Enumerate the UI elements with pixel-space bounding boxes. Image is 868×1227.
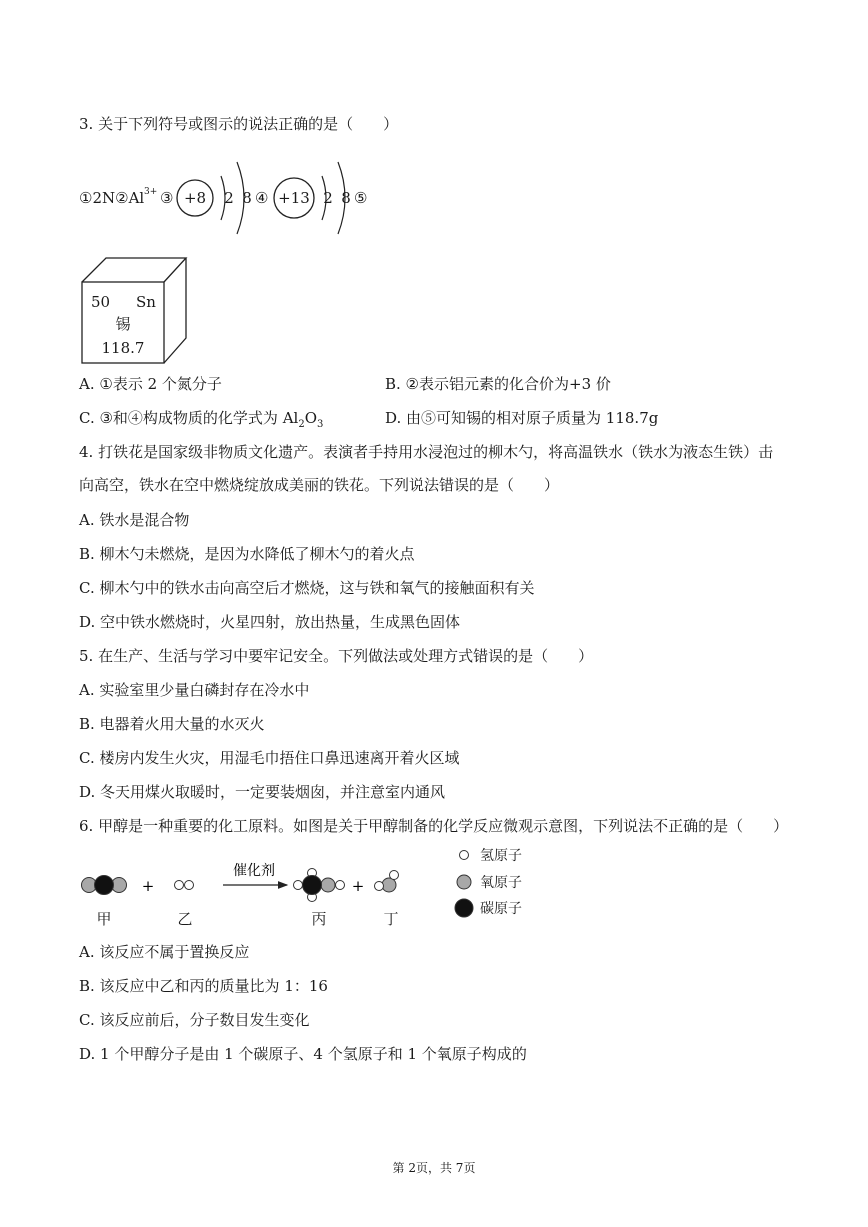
q3-option-c-sub2: 3 bbox=[317, 419, 324, 430]
element-name: 锡 bbox=[115, 315, 131, 333]
element-symbol: Sn bbox=[136, 293, 156, 311]
molecule-yi-h2 bbox=[175, 881, 194, 890]
q4-stem-line1: 4. 打铁花是国家级非物质文化遗产。表演者手持用水浸泡过的柳木勺，将高温铁水（铁水为液态生铁）击 bbox=[79, 443, 774, 461]
q3-atom4-shell2: 8 bbox=[341, 189, 351, 207]
q3-item5-marker: ⑤ bbox=[354, 189, 368, 207]
q5-stem: 5. 在生产、生活与学习中要牢记安全。下列做法或处理方式错误的是（ ） bbox=[79, 647, 594, 665]
ding-hydrogen-top bbox=[390, 871, 399, 880]
q6-option-b: B. 该反应中乙和丙的质量比为 1：16 bbox=[79, 977, 328, 995]
q4-option-d: D. 空中铁水燃烧时，火星四射，放出热量，生成黑色固体 bbox=[79, 613, 461, 631]
element-card-top bbox=[82, 258, 186, 282]
q6-option-d: D. 1 个甲醇分子是由 1 个碳原子、4 个氢原子和 1 个氧原子构成的 bbox=[79, 1045, 527, 1063]
q3-option-c-sub1: 2 bbox=[298, 419, 305, 430]
molecule-ding-water bbox=[375, 871, 399, 893]
legend-hydrogen-label: 氢原子 bbox=[480, 848, 522, 864]
label-jia: 甲 bbox=[96, 910, 112, 928]
q4-option-c: C. 柳木勺中的铁水击向高空后才燃烧，这与铁和氧气的接触面积有关 bbox=[79, 579, 535, 597]
q3-option-a: A. ①表示 2 个氮分子 bbox=[79, 375, 222, 393]
q5-option-b: B. 电器着火用大量的水灭火 bbox=[79, 715, 265, 733]
q4-option-b: B. 柳木勺未燃烧，是因为水降低了柳木勺的着火点 bbox=[79, 545, 415, 563]
label-yi: 乙 bbox=[177, 910, 193, 928]
q3-option-b: B. ②表示铝元素的化合价为+3 价 bbox=[385, 375, 611, 393]
yi-hydrogen-atom-2 bbox=[185, 881, 194, 890]
q3-item4-marker: ④ bbox=[255, 189, 269, 207]
q5-option-c: C. 楼房内发生火灾，用湿毛巾捂住口鼻迅速离开着火区域 bbox=[79, 749, 460, 767]
q6-option-c: C. 该反应前后，分子数目发生变化 bbox=[79, 1011, 310, 1029]
legend-carbon-label: 碳原子 bbox=[480, 901, 522, 917]
catalyst-label: 催化剂 bbox=[233, 863, 275, 879]
bing-carbon-atom bbox=[303, 876, 322, 895]
q3-item1-2N-Al: ①2N②Al bbox=[79, 189, 145, 207]
q6-option-a: A. 该反应不属于置换反应 bbox=[79, 943, 250, 961]
q3-element-card-tin bbox=[80, 256, 190, 366]
q5-option-a: A. 实验室里少量白磷封存在冷水中 bbox=[79, 681, 310, 699]
yi-hydrogen-atom-1 bbox=[175, 881, 184, 890]
q3-atom3-shell2: 8 bbox=[242, 189, 252, 207]
q3-atom3-charge: +8 bbox=[183, 189, 207, 207]
q3-atom4-shell1: 2 bbox=[323, 189, 333, 207]
q4-stem-line2: 向高空，铁水在空中燃烧绽放成美丽的铁花。下列说法错误的是（ ） bbox=[79, 476, 560, 494]
bing-hydrogen-right bbox=[336, 881, 345, 890]
q3-option-d: D. 由⑤可知锡的相对原子质量为 118.7g bbox=[385, 409, 659, 427]
q3-option-c-o: O bbox=[304, 409, 318, 427]
q6-stem: 6. 甲醇是一种重要的化工原料。如图是关于甲醇制备的化学反应微观示意图，下列说法不正确的是（ ） bbox=[79, 817, 789, 835]
molecule-jia-co bbox=[82, 876, 127, 895]
ding-oxygen-atom bbox=[382, 878, 396, 892]
q3-symbols-diagram bbox=[75, 148, 385, 248]
q3-atom3-shell1: 2 bbox=[224, 189, 234, 207]
legend-oxygen-swatch bbox=[457, 875, 471, 889]
element-atomic-number: 50 bbox=[91, 293, 111, 311]
ding-hydrogen-left bbox=[375, 882, 384, 891]
molecule-bing-methanol bbox=[294, 869, 345, 902]
bing-oxygen-atom bbox=[321, 878, 335, 892]
legend-hydrogen-swatch bbox=[460, 851, 469, 860]
q3-atom4-charge: +13 bbox=[278, 189, 310, 207]
bing-hydrogen-left bbox=[294, 881, 303, 890]
q6-reaction-diagram bbox=[75, 842, 535, 936]
q3-stem: 3. 关于下列符号或图示的说法正确的是（ ） bbox=[79, 115, 399, 133]
q3-option-c-text: C. ③和④构成物质的化学式为 Al bbox=[79, 409, 299, 427]
q4-option-a: A. 铁水是混合物 bbox=[79, 511, 190, 529]
q5-option-d: D. 冬天用煤火取暖时，一定要装烟囱，并注意室内通风 bbox=[79, 783, 446, 801]
label-ding: 丁 bbox=[383, 910, 399, 928]
atom-legend bbox=[455, 848, 522, 917]
q3-item3-marker: ③ bbox=[160, 189, 174, 207]
plus-sign-1: + bbox=[141, 877, 155, 895]
jia-carbon-atom bbox=[95, 876, 114, 895]
q3-option-c bbox=[79, 408, 323, 435]
legend-oxygen-label: 氧原子 bbox=[480, 875, 522, 891]
plus-sign-2: + bbox=[351, 877, 365, 895]
legend-carbon-swatch bbox=[455, 899, 473, 917]
element-atomic-mass: 118.7 bbox=[101, 339, 145, 357]
page-footer: 第 2页，共 7页 bbox=[392, 1161, 476, 1175]
q3-al-charge: 3+ bbox=[144, 187, 158, 197]
label-bing: 丙 bbox=[311, 910, 327, 928]
element-card-side bbox=[164, 258, 186, 363]
